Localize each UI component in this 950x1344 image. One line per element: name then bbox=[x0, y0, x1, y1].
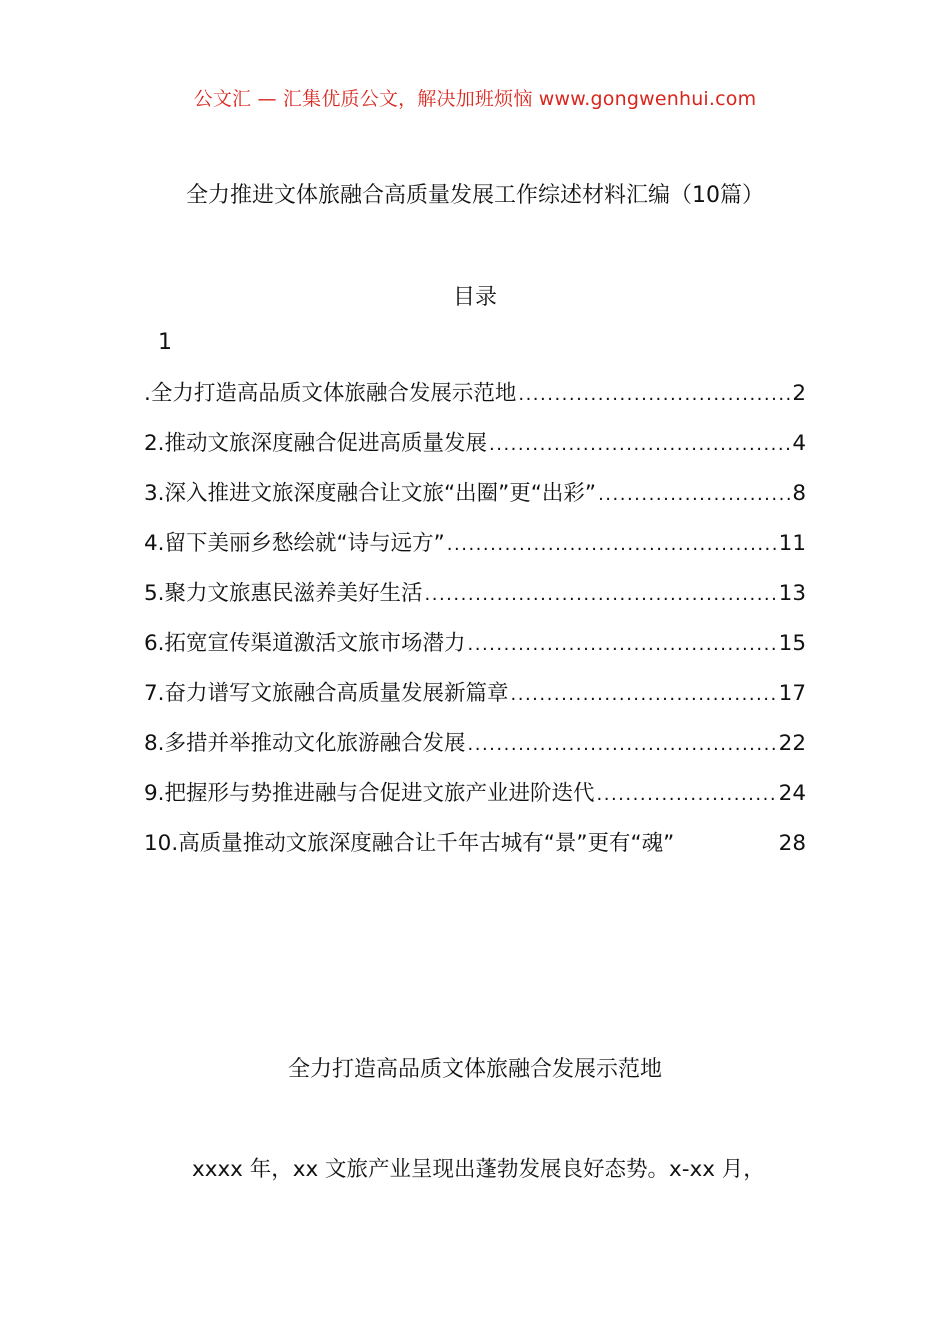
toc-entry-title: 4.留下美丽乡愁绘就“诗与远方” bbox=[144, 531, 445, 556]
toc-leader-dots bbox=[468, 634, 777, 655]
toc-entry-title: 10.高质量推动文旅深度融合让千年古城有“景”更有“魂” bbox=[144, 831, 675, 856]
toc-entry-page: 11 bbox=[778, 531, 806, 556]
toc-entry[interactable] bbox=[144, 826, 806, 876]
toc-entry-title: 3.深入推进文旅深度融合让文旅“出圈”更“出彩” bbox=[144, 481, 597, 506]
toc-entry-title: 8.多措并举推动文化旅游融合发展 bbox=[144, 731, 466, 756]
toc-entry-title: .全力打造高品质文体旅融合发展示范地 bbox=[144, 381, 517, 406]
toc-entry[interactable] bbox=[144, 726, 806, 776]
toc-entry[interactable] bbox=[144, 676, 806, 726]
toc-heading: 目录 bbox=[452, 285, 497, 310]
toc-entry-title: 2.推动文旅深度融合促进高质量发展 bbox=[144, 431, 488, 456]
site-banner[interactable]: 公文汇 — 汇集优质公文，解决加班烦恼 www.gongwenhui.com bbox=[193, 88, 757, 110]
toc-leader-dots bbox=[598, 484, 790, 505]
toc-entry[interactable] bbox=[144, 426, 806, 476]
toc-entry-page: 2 bbox=[792, 381, 806, 406]
toc-leader-dots bbox=[511, 684, 777, 705]
toc-leader-dots bbox=[447, 534, 777, 555]
toc-entry[interactable] bbox=[144, 476, 806, 526]
toc-entry-page: 17 bbox=[778, 681, 806, 706]
toc-entry-page: 4 bbox=[792, 431, 806, 456]
toc-entry-page: 13 bbox=[778, 581, 806, 606]
toc-entry[interactable] bbox=[144, 776, 806, 826]
toc-entry-page: 8 bbox=[792, 481, 806, 506]
toc-entry-page: 24 bbox=[778, 781, 806, 806]
toc-entry-page: 15 bbox=[778, 631, 806, 656]
toc-leader-dots bbox=[425, 584, 777, 605]
toc-number: 1 bbox=[158, 330, 172, 355]
toc-entry-title: 7.奋力谱写文旅融合高质量发展新篇章 bbox=[144, 681, 509, 706]
toc-entry-page: 22 bbox=[778, 731, 806, 756]
toc-entry[interactable] bbox=[144, 376, 806, 426]
toc-leader-dots bbox=[518, 384, 790, 405]
toc-entry-title: 9.把握形与势推进融与合促进文旅产业进阶迭代 bbox=[144, 781, 595, 806]
document-title: 全力推进文体旅融合高质量发展工作综述材料汇编（10篇） bbox=[186, 183, 764, 208]
body-paragraph: xxxx 年，xx 文旅产业呈现出蓬勃发展良好态势。x-xx 月， bbox=[192, 1157, 765, 1182]
toc-leader-dots bbox=[597, 784, 777, 805]
table-of-contents bbox=[144, 376, 806, 876]
toc-entry[interactable] bbox=[144, 526, 806, 576]
toc-entry-page: 28 bbox=[778, 831, 806, 856]
toc-entry[interactable] bbox=[144, 576, 806, 626]
toc-entry-title: 5.聚力文旅惠民滋养美好生活 bbox=[144, 581, 423, 606]
section-title: 全力打造高品质文体旅融合发展示范地 bbox=[287, 1057, 662, 1082]
toc-entry[interactable] bbox=[144, 626, 806, 676]
toc-entry-title: 6.拓宽宣传渠道激活文旅市场潜力 bbox=[144, 631, 466, 656]
toc-leader-dots bbox=[468, 734, 777, 755]
toc-leader-dots bbox=[489, 434, 790, 455]
